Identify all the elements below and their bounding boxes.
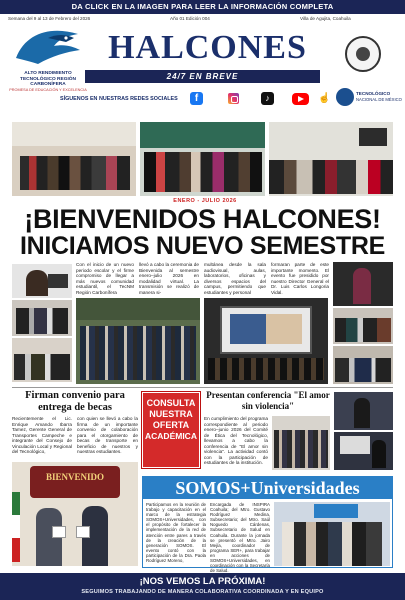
instagram-icon[interactable]: [227, 92, 240, 105]
footer-line-1: ¡NOS VEMOS LA PRÓXIMA!: [139, 576, 266, 587]
top-banner[interactable]: DA CLICK EN LA IMAGEN PARA LEER LA INFORMACIÓN COMPLETA: [0, 0, 405, 14]
masthead-title: HALCONES: [108, 29, 307, 66]
masthead-subtitle: 24/7 EN BREVE: [85, 70, 320, 83]
youtube-icon[interactable]: [292, 93, 309, 105]
photo-classroom-3[interactable]: [269, 122, 393, 196]
social-label: SÍGUENOS EN NUESTRAS REDES SOCIALES: [60, 96, 178, 102]
ad-line-1: CONSULTA: [146, 398, 196, 408]
somos-col-2: Encargada de INSPIRA Coahuila; del Mtro. Gustavo Rodríguez Medina, Subsecretario; del Mtro. Saúl Noguedo Cárdenas, Subsecretario de Salud en Coahuila. Durante la jornada se presentó el Mtro. Jairo Mejía, coordinador de programa SER+, para trabajar en acciones de SOMOS+Universidades, en coordinación con la Secretaría de Salud.: [210, 502, 270, 574]
tiktok-icon[interactable]: ♪: [261, 92, 274, 105]
conference-headline: Presentan conferencia "El amor sin violencia": [206, 390, 330, 411]
tecnm-line-1: TECNOLÓGICO: [356, 91, 391, 96]
lead-headline-2: INICIAMOS NUEVO SEMESTRE: [19, 232, 386, 260]
becas-headline: Firman convenio para entrega de becas: [25, 390, 125, 413]
photo-conference-presenter[interactable]: [334, 432, 393, 470]
issue-place: Villa de Agujita, Coahuila: [300, 16, 351, 21]
becas-col-1: Recientemente el Lic. Enrique Amando Ibarra Tamez, Gerente General de Transportes Campeche e integrante del Consejo de Vinculación Local y Regional del Tecnológico,: [12, 416, 72, 454]
somos-headline: SOMOS+Universidades: [143, 477, 392, 499]
photo-hall[interactable]: [333, 346, 393, 384]
conference-text: En cumplimiento del programa correspondiente al periodo enero–junio 2026 del Comité de Ética del Tecnológico, llevamos a cabo la conferencia de "El amor sin violencia". La actividad contó con la participación de estudiantes de la institución.: [204, 416, 268, 465]
logo-line-2: TECNOLÓGICO REGIÓN CARBONÍFERA: [20, 76, 76, 87]
falcon-icon: [8, 24, 88, 66]
photo-student-computer[interactable]: [12, 264, 72, 298]
issue-edition: Año 01 Edición 004: [170, 16, 210, 21]
logo-line-1: ALTO RENDIMIENTO: [24, 71, 72, 76]
tecnm-icon: [336, 88, 354, 106]
photo-assembly[interactable]: [76, 298, 200, 384]
photo-projection[interactable]: [204, 298, 328, 384]
academic-offer-ad[interactable]: [142, 392, 200, 468]
photo-students-group[interactable]: [333, 308, 393, 344]
photo-classroom-1[interactable]: [12, 122, 136, 196]
photo-banner-text: BIENVENIDO: [45, 472, 104, 482]
tecnm-line-2: NACIONAL DE MÉXICO: [356, 97, 402, 102]
photo-somos-group[interactable]: [274, 502, 390, 566]
photo-conference-speaker[interactable]: [334, 392, 393, 430]
lead-col-2: llevó a cabo la ceremonia de Bienvenida al semestre enero–julio 2026 en modalidad virtual. La transmisión se realizó de manera si-: [139, 262, 199, 295]
ad-line-2: NUESTRA: [149, 409, 193, 419]
lead-col-4: formaran parte de este importante momento. El evento fue presidido por nuestro Director General el Dr. Luis Carlos Longoria Vidal.: [271, 262, 329, 295]
logo-line-3: PROMESA DE EDUCACIÓN Y EXCELENCIA: [9, 87, 87, 92]
footer-bar: [0, 573, 405, 600]
lead-col-1: Con el inicio de un nuevo periodo escolar y el firme compromiso de llegar a más nuevos comunidad estudiantil, el TecNM Región Carbonífera: [76, 262, 134, 295]
halcones-logo: [8, 24, 88, 92]
lead-col-3: multánea desde la sala audiovisual, aulas, laboratorios, oficinas y diversos espacios del campus, permitiendo que estudiantes y personal: [204, 262, 266, 295]
photo-classroom-2[interactable]: [140, 122, 265, 196]
photo-lab[interactable]: [12, 300, 72, 336]
becas-col-2: con quien se llevó a cabo la firma de un importante convenio de colaboración para el otorgamiento de becas de transporte en beneficio de nuestros y nuestras estudiantes.: [77, 416, 138, 454]
somos-col-1: Participamos en la reunión de trabajo y capacitación en el marco de la estrategia SOMOS+Universidades, con el propósito de fortalecer la implementación de la red de atención entre pares a través de la creación de la generación SOMOS. El evento contó con la participación de la Dra. Paola Rodríguez Moreno,: [146, 502, 206, 564]
ad-line-3: OFERTA: [152, 420, 190, 430]
photo-speaker[interactable]: [333, 262, 393, 306]
lead-headline-1: ¡BIENVENIDOS HALCONES!: [24, 204, 381, 234]
section-divider: [12, 387, 393, 388]
pointer-icon: ☝: [318, 93, 331, 104]
ad-line-4: ACADÉMICA: [145, 431, 197, 441]
footer-line-2: SEGUIMOS TRABAJANDO DE MANERA COLABORATIVA COORDINADA Y EN EQUIPO: [81, 589, 324, 595]
lead-kicker: ENERO - JULIO 2026: [173, 198, 237, 204]
issue-week: Semana del 9 al 13 de Febrero del 2026: [8, 16, 91, 21]
institution-seal: [345, 36, 381, 72]
photo-agreement[interactable]: [12, 462, 138, 566]
facebook-icon[interactable]: f: [190, 92, 203, 105]
photo-conference-audience[interactable]: [272, 416, 330, 470]
photo-auditorium[interactable]: [12, 338, 72, 382]
